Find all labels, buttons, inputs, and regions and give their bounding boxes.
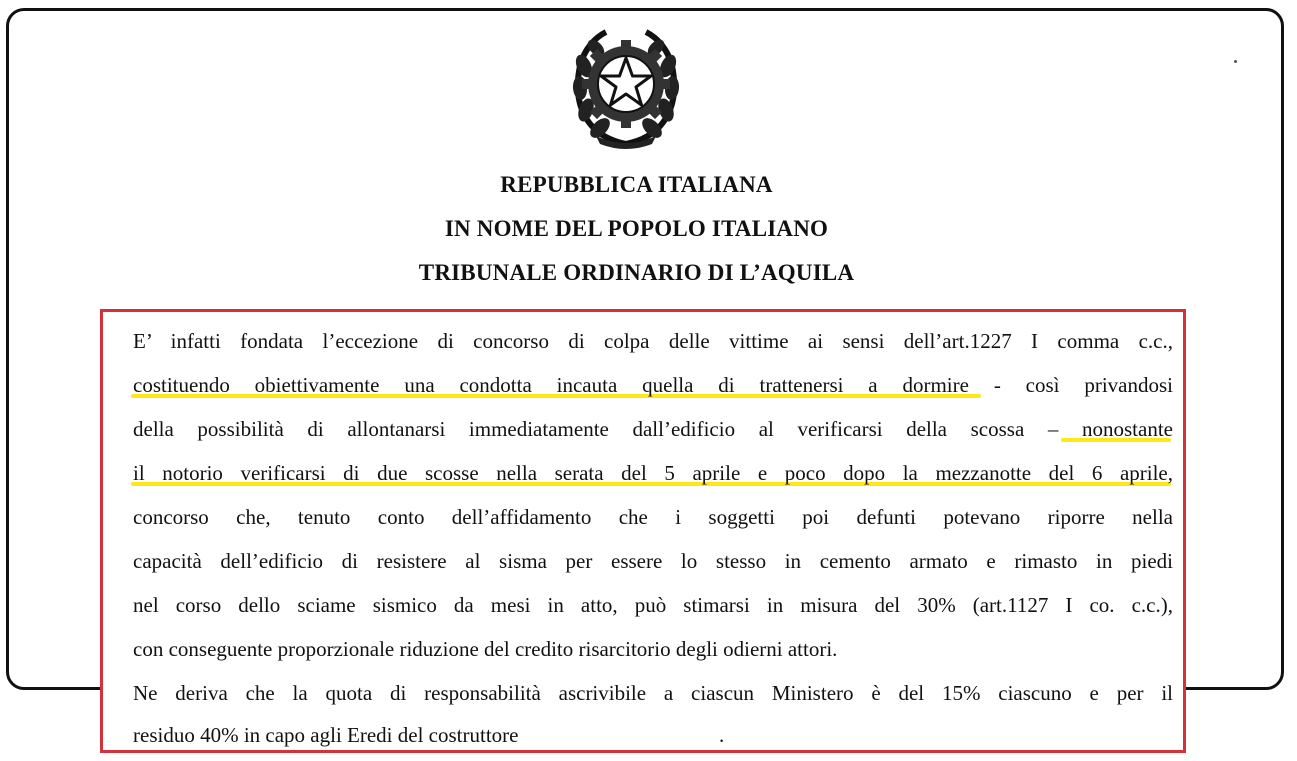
excerpt-line-6: capacità dell’edificio di resistere al sisma per essere lo stesso in cemento armato e rimasto in piedi — [133, 549, 1173, 573]
excerpt-line-10: residuo 40% in capo agli Eredi del costruttore — [133, 723, 519, 747]
scan-speck — [1234, 60, 1237, 63]
excerpt-line-4: il notorio verificarsi di due scosse nella serata del 5 aprile e poco dopo la mezzanotte del 6 aprile, — [133, 461, 1173, 485]
italian-republic-emblem-icon — [566, 26, 686, 152]
judgment-excerpt-box — [100, 309, 1186, 753]
excerpt-line-8: con conseguente proporzionale riduzione del credito risarcitorio degli odierni attori. — [133, 637, 838, 661]
header-tribunal: TRIBUNALE ORDINARIO DI L’AQUILA — [418, 260, 855, 285]
excerpt-line-9: Ne deriva che la quota di responsabilità ascrivibile a ciascun Ministero è del 15% ciascuno e per il — [133, 681, 1173, 705]
excerpt-line-5: concorso che, tenuto conto dell’affidamento che i soggetti poi defunti potevano riporre nella — [133, 505, 1173, 529]
excerpt-line-11-period: . — [719, 723, 725, 747]
excerpt-line-1: E’ infatti fondata l’eccezione di concorso di colpa delle vittime ai sensi dell’art.1227 I comma c.c., — [133, 329, 1173, 353]
excerpt-line-2: costituendo obiettivamente una condotta incauta quella di trattenersi a dormire - così privandosi — [133, 373, 1173, 397]
header-people: IN NOME DEL POPOLO ITALIANO — [444, 216, 829, 241]
excerpt-line-7: nel corso dello sciame sismico da mesi in atto, può stimarsi in misura del 30% (art.1127 I co. c.c.), — [133, 593, 1173, 617]
excerpt-line-3: della possibilità di allontanarsi immediatamente dall’edificio al verificarsi della scossa – nonostante — [133, 417, 1173, 441]
header-republic: REPUBBLICA ITALIANA — [500, 172, 773, 197]
